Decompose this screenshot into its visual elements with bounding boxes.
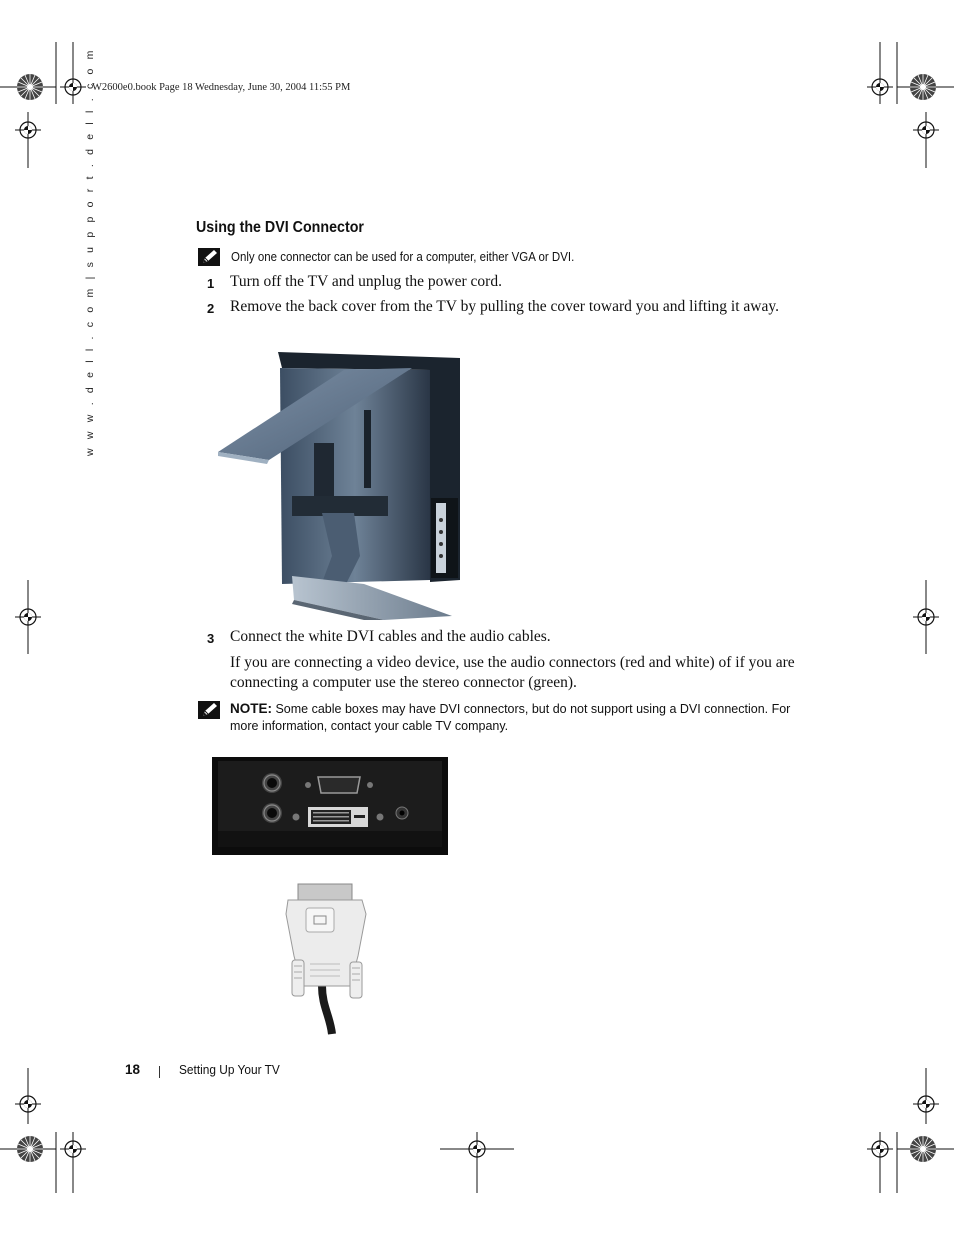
- step-1-number: 1: [207, 276, 215, 291]
- step-2-number: 2: [207, 301, 215, 316]
- note-label: NOTE:: [230, 701, 272, 716]
- page-number: 18: [125, 1062, 141, 1077]
- step-3-number: 3: [207, 631, 215, 646]
- side-url: w w w . d e l l . c o m | s u p p o r t . d e l l . c o m: [84, 47, 96, 456]
- note-top-text: Only one connector can be used for a computer, either VGA or DVI.: [231, 250, 575, 264]
- step-3-paragraph: If you are connecting a video device, use the audio connectors (red and white) of if you are connecting a computer use the stereo connector (green).: [230, 654, 795, 691]
- note-bottom: [230, 700, 810, 735]
- footer-section-title: Setting Up Your TV: [179, 1063, 280, 1077]
- print-header: W2600e0.book Page 18 Wednesday, June 30, 2004 11:55 PM: [92, 82, 351, 93]
- note-bottom-text: Some cable boxes may have DVI connectors, but do not support using a DVI connection. For more information, contact your cable TV company.: [230, 702, 791, 733]
- dvi-cable-image: [250, 876, 400, 1036]
- note-pencil-icon: [198, 248, 220, 266]
- connector-panel-image: [212, 757, 448, 855]
- tv-back-cover-image: [214, 348, 464, 620]
- section-heading: Using the DVI Connector: [196, 219, 364, 236]
- footer-divider: [159, 1066, 160, 1078]
- step-3-text: Connect the white DVI cables and the audio cables.: [230, 628, 551, 645]
- step-2-text: Remove the back cover from the TV by pulling the cover toward you and lifting it away.: [230, 298, 779, 315]
- note-pencil-icon: [198, 701, 220, 719]
- color-target-icon: [17, 74, 43, 100]
- step-1-text: Turn off the TV and unplug the power cord.: [230, 273, 502, 290]
